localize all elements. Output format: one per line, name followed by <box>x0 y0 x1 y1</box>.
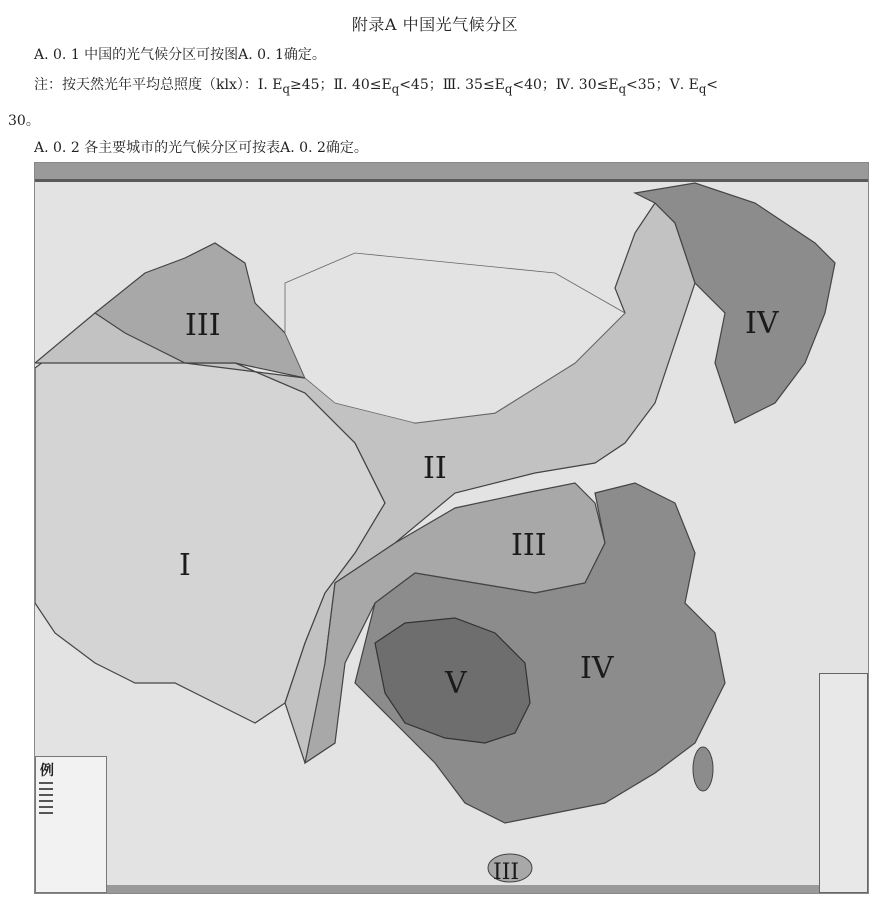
subscript-q-3: q <box>504 81 513 96</box>
zone-label-III-south: III <box>493 860 520 885</box>
climate-zone-map <box>34 162 869 894</box>
subscript-q-2: q <box>391 81 400 96</box>
note-prefix: 注：按天然光年平均总照度（klx）：Ⅰ. E <box>34 77 283 93</box>
note-segment-1: ≥45；Ⅱ. 40≤E <box>289 77 392 93</box>
zone-label-III-central: III <box>511 528 547 563</box>
zone-label-I: I <box>179 548 191 583</box>
map-svg <box>35 163 868 893</box>
legend-swatch <box>39 806 53 808</box>
legend-title: 例 <box>40 763 54 779</box>
map-top-border <box>35 163 868 179</box>
taiwan-island <box>693 747 713 791</box>
legend-swatch <box>39 800 53 802</box>
map-bottom-border <box>35 885 868 893</box>
note-line <box>34 74 718 96</box>
legend-swatch <box>39 782 53 784</box>
legend-swatch <box>39 812 53 814</box>
legend-row <box>36 810 106 816</box>
zone-label-II: II <box>423 451 447 486</box>
page-title: 附录A 中国光气候分区 <box>351 15 519 34</box>
zone-label-IV-east: IV <box>580 651 614 686</box>
clause-a01: A. 0. 1 中国的光气候分区可按图A. 0. 1确定。 <box>34 47 326 63</box>
subscript-q-4: q <box>618 81 627 96</box>
subscript-q-1: q <box>282 81 290 96</box>
zone-label-III-north: III <box>185 308 221 343</box>
note-tail: < <box>706 77 719 93</box>
zone-label-IV-northeast: IV <box>745 306 779 341</box>
map-top-border-line <box>35 179 868 182</box>
note-segment-4: <35；Ⅴ. E <box>626 77 699 93</box>
legend-swatch <box>39 794 53 796</box>
zone-label-V: V <box>445 666 467 701</box>
note-segment-3: <40；Ⅳ. 30≤E <box>512 77 619 93</box>
subscript-q-5: q <box>698 81 707 96</box>
map-legend <box>35 756 107 893</box>
note-continuation: 30。 <box>8 113 40 129</box>
legend-swatch <box>39 788 53 790</box>
note-segment-2: <45；Ⅲ. 35≤E <box>399 77 505 93</box>
clause-a02: A. 0. 2 各主要城市的光气候分区可按表A. 0. 2确定。 <box>34 140 368 156</box>
south-china-sea-inset <box>819 673 868 893</box>
